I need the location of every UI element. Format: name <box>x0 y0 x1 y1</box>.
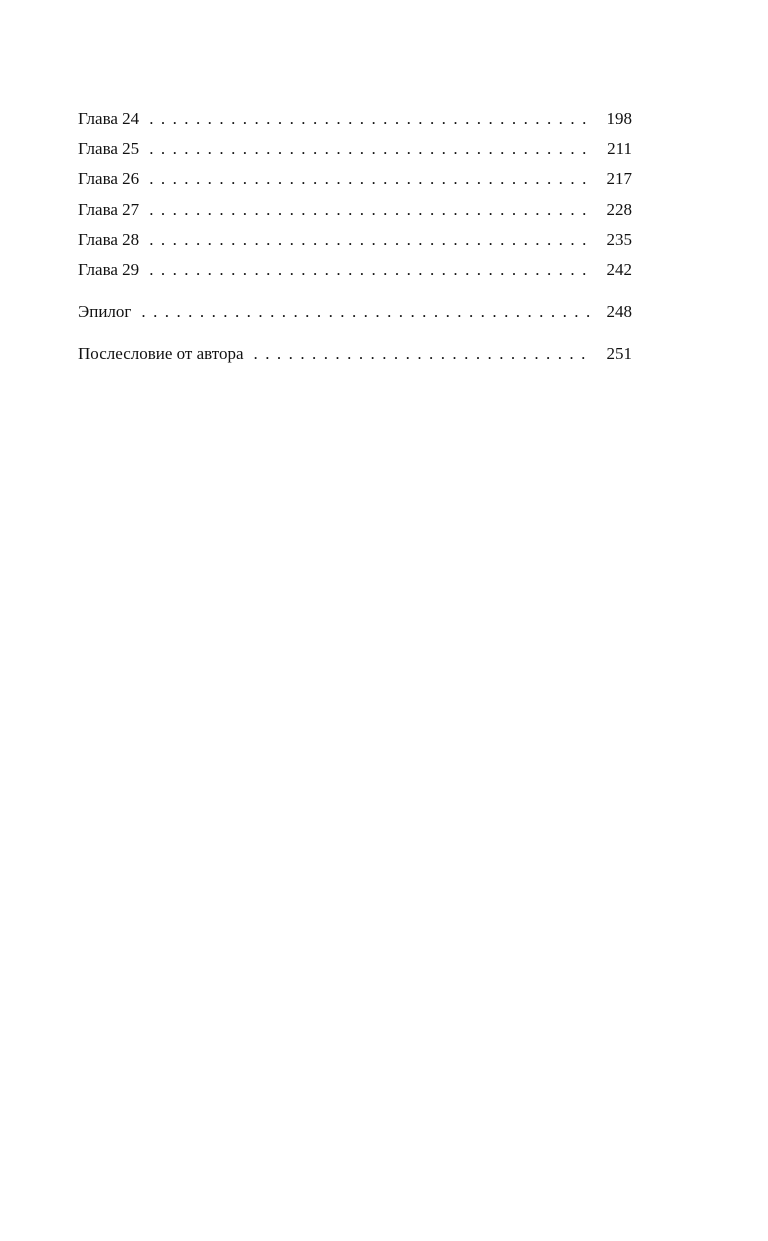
toc-entry-title: Глава 29 <box>78 259 140 279</box>
toc-entry-afterword[interactable] <box>78 341 632 371</box>
dot-leader <box>149 166 592 192</box>
toc-entry-page-number: 217 <box>606 169 632 189</box>
toc-entry-page-number: 235 <box>606 229 632 249</box>
dot-leader <box>141 299 592 325</box>
toc-entry-chapter-27[interactable] <box>78 197 632 227</box>
toc-entry-title: Глава 28 <box>78 229 140 249</box>
toc-entry-chapter-24[interactable] <box>78 106 632 136</box>
toc-entry-page-number: 242 <box>606 259 632 279</box>
toc-entry-title: Глава 26 <box>78 169 140 189</box>
toc-entry-epilogue[interactable] <box>78 299 632 329</box>
toc-entry-chapter-28[interactable] <box>78 227 632 257</box>
dot-leader <box>149 227 592 253</box>
dot-leader <box>149 257 592 283</box>
dot-leader <box>149 136 592 162</box>
toc-entry-chapter-29[interactable] <box>78 257 632 287</box>
dot-leader <box>149 106 592 132</box>
toc-entry-chapter-26[interactable] <box>78 166 632 196</box>
toc-entry-page-number: 248 <box>606 302 632 322</box>
toc-entry-title: Глава 25 <box>78 139 140 159</box>
dot-leader <box>149 197 592 223</box>
toc-entry-page-number: 251 <box>606 344 632 364</box>
toc-entry-chapter-25[interactable] <box>78 136 632 166</box>
toc-entry-title: Глава 27 <box>78 199 140 219</box>
toc-entry-page-number: 211 <box>607 139 632 159</box>
toc-entry-title: Послесловие от автора <box>78 344 244 364</box>
toc-entry-page-number: 198 <box>606 109 632 128</box>
toc-entry-title: Эпилог <box>78 302 132 322</box>
dot-leader <box>254 341 592 367</box>
toc-entry-page-number: 228 <box>606 199 632 219</box>
table-of-contents <box>78 106 632 372</box>
toc-entry-title: Глава 24 <box>78 109 140 128</box>
